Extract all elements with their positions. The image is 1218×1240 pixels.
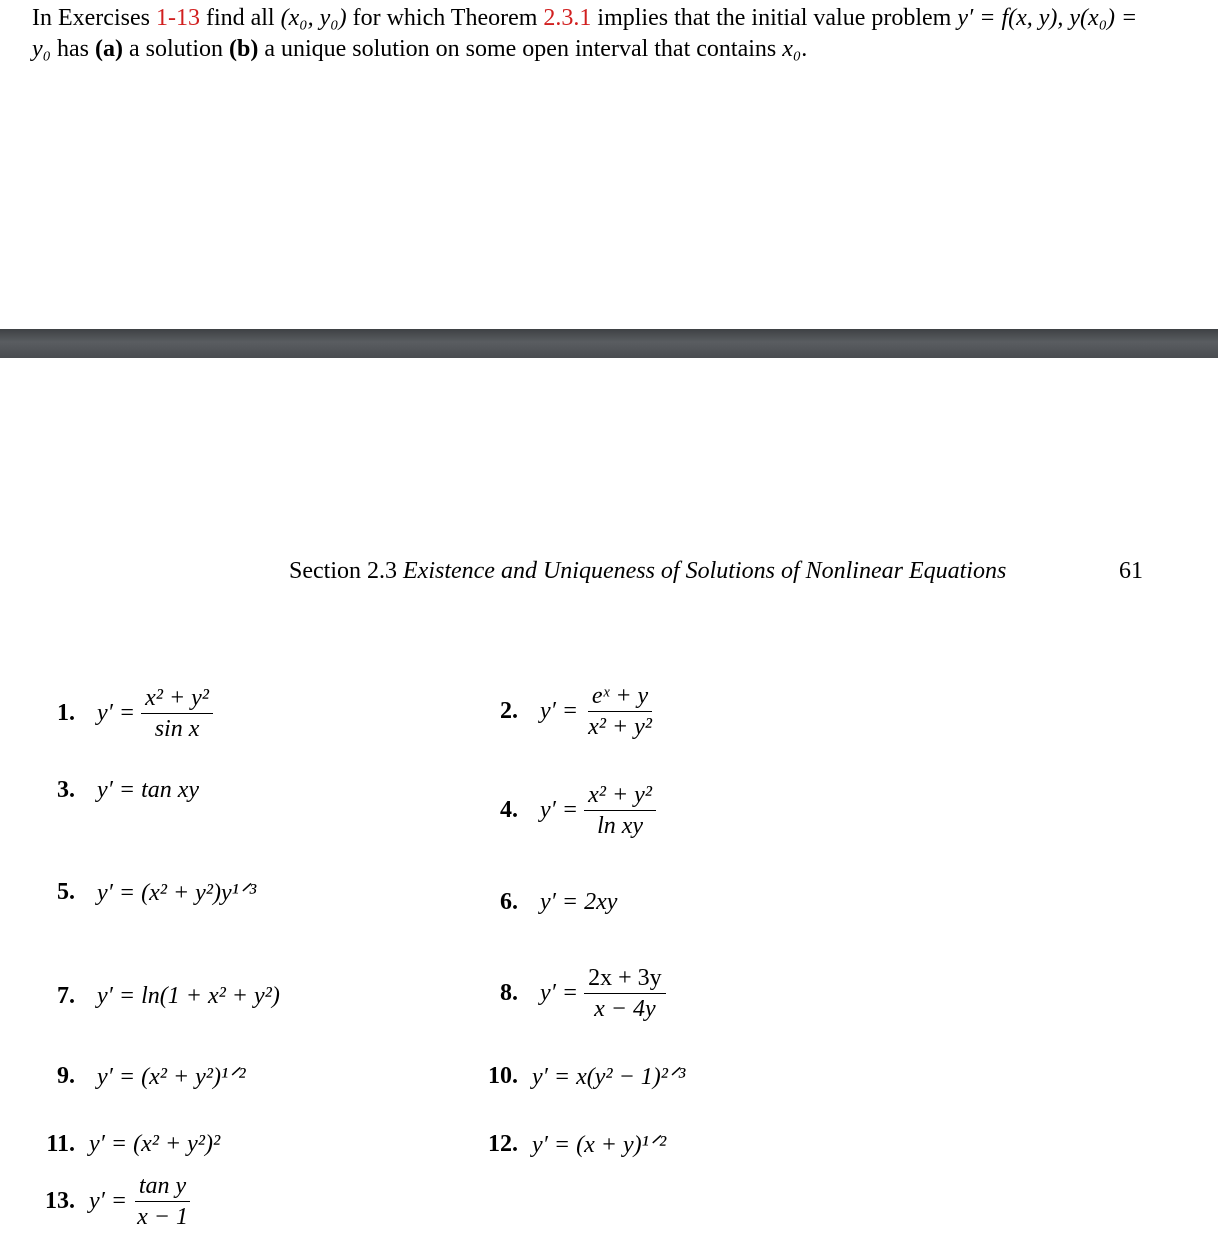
exercise-equation: y′ = $\frac{\text{x² + y²}}{\text{sin x}}$: [97, 683, 219, 744]
exercise-8: [490, 964, 672, 1022]
exercise-number: 3.: [57, 776, 75, 803]
section-label: Section 2.3: [289, 558, 397, 584]
numerator: eˣ + y: [588, 681, 652, 712]
exercise-number: 6.: [500, 888, 518, 915]
exercise-12: [482, 1124, 666, 1164]
exercise-5: [47, 872, 256, 912]
exercise-number: 4.: [500, 796, 518, 823]
exercise-equation: y′ = $\frac{\text{tan y}}{x - 1}$: [89, 1171, 198, 1232]
fraction: [584, 963, 666, 1024]
page-number: 61: [1119, 558, 1143, 584]
section-title: Existence and Uniqueness of Solutions of Nonlinear Equations: [403, 558, 1007, 584]
fraction: [584, 780, 656, 841]
exercise-number: 10.: [488, 1062, 518, 1089]
exercise-equation: y′ = (x² + y²)¹ᐟ²: [97, 1063, 246, 1090]
fraction: [141, 683, 213, 744]
exercise-10: [482, 1056, 685, 1096]
numerator: x² + y²: [584, 780, 656, 811]
denominator: x − 4y: [594, 995, 656, 1022]
exercise-range-link[interactable]: 1-13: [155, 5, 200, 31]
exercise-number: 8.: [500, 979, 518, 1006]
exercise-equation: y′ = 2xy: [540, 888, 618, 915]
exercise-4: [490, 781, 662, 839]
exercise-1: [47, 684, 219, 742]
denominator: sin x: [154, 715, 200, 742]
exercise-equation: y′ = (x + y)¹ᐟ²: [532, 1131, 667, 1158]
exercise-6: [490, 882, 617, 922]
page-divider: [0, 329, 1218, 358]
denominator: ln xy: [597, 812, 644, 839]
theorem-link[interactable]: 2.3.1: [543, 5, 592, 31]
exercise-number: 2.: [500, 697, 518, 724]
numerator: tan y: [135, 1171, 190, 1202]
exercise-instructions: In Exercises 1-13 find all (x₀, y₀) for which Theorem 2.3.1 implies that the initial value problem y′ = f(x, y), y(x₀) = y₀ has (a) a solution (b) a unique solution on some open interval that contains x₀.: [32, 5, 1138, 62]
running-head: [289, 556, 1143, 586]
exercise-number: 7.: [57, 982, 75, 1009]
exercise-number: 9.: [57, 1062, 75, 1089]
exercise-number: 1.: [57, 699, 75, 726]
exercise-number: 11.: [46, 1130, 75, 1157]
exercise-equation: y′ = $\frac{2x + 3y}{x - 4y}$: [540, 963, 672, 1024]
numerator: x² + y²: [141, 683, 213, 714]
fraction: [584, 681, 656, 742]
exercise-equation: y′ = $\frac{\text{x² + y²}}{\text{ln xy}}$: [540, 780, 662, 841]
exercise-2: [490, 682, 662, 740]
exercise-11: [39, 1124, 220, 1164]
numerator: 2x + 3y: [584, 963, 666, 994]
exercise-equation: y′ = ln(1 + x² + y²): [97, 982, 280, 1009]
fraction: [133, 1171, 192, 1232]
exercise-number: 5.: [57, 878, 75, 905]
exercise-number: 12.: [488, 1130, 518, 1157]
exercise-equation: y′ = x(y² − 1)²ᐟ³: [532, 1063, 686, 1090]
exercise-equation: y′ = (x² + y²)²: [89, 1130, 221, 1157]
exercise-number: 13.: [45, 1187, 75, 1214]
exercise-9: [47, 1056, 246, 1096]
denominator: x² + y²: [588, 713, 652, 740]
exercise-3: [47, 770, 199, 810]
exercise-equation: y′ = (x² + y²)y¹ᐟ³: [97, 879, 257, 906]
exercise-13: [39, 1172, 198, 1230]
exercise-equation: y′ = $\frac{\text{eˣ + y}}{\text{x² + y²}}$: [540, 681, 662, 742]
denominator: x − 1: [137, 1203, 188, 1230]
exercise-7: [47, 976, 280, 1016]
exercise-equation: y′ = tan xy: [97, 776, 200, 803]
